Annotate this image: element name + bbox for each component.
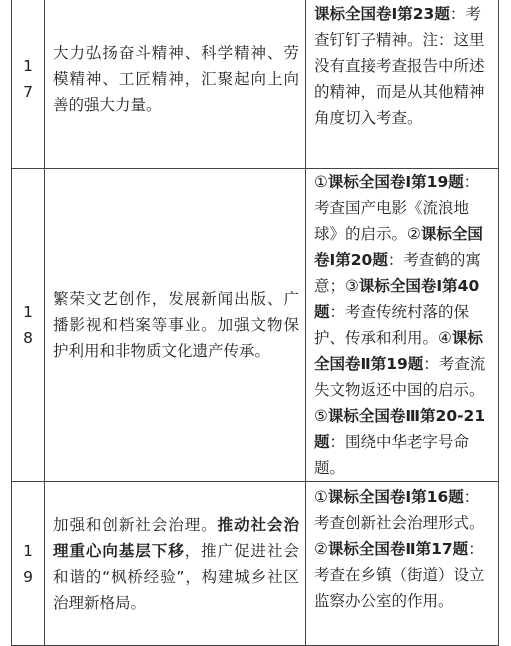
- row-number: [12, 482, 45, 646]
- exam-note-text: ：考查流失文物返还中国的启示。⑤: [314, 355, 486, 425]
- exam-note-text: ①: [314, 173, 328, 191]
- report-content-cell: [45, 482, 306, 646]
- exam-note-text: ：考查在乡镇（街道）设立监察办公室的作用。: [314, 540, 485, 610]
- row-number-digit: 1: [23, 303, 33, 321]
- exam-question-ref: 课标全国卷Ⅲ第20-21题: [314, 407, 486, 451]
- exam-note-text: ：考查钉钉子精神。注：这里没有直接考查报告中所述的精神，而是从其他精神角度切入考查。: [314, 5, 485, 127]
- report-content-cell: [45, 169, 306, 482]
- exam-reference-cell: [306, 482, 499, 646]
- row-number: [12, 169, 45, 482]
- row-number-digit: 1: [23, 56, 33, 75]
- exam-question-ref: 课标全国卷Ⅰ第23题: [314, 5, 450, 23]
- report-text: 加强和创新社会治理。: [53, 515, 218, 534]
- exam-note-text: ：考查创新社会治理形式。②: [314, 488, 485, 558]
- exam-note-text: ①: [314, 488, 328, 506]
- exam-reference-cell: [306, 169, 499, 482]
- row-number-digit: 7: [23, 82, 33, 101]
- report-text: 繁荣文艺创作，发展新闻出版、广播影视和档案等事业。加强文物保护利用和非物质文化遗产传承。: [53, 290, 299, 360]
- table-row: [12, 169, 499, 482]
- exam-question-ref: 课标全国卷Ⅰ第19题: [327, 173, 464, 191]
- report-text: 大力弘扬奋斗精神、科学精神、劳模精神、工匠精神，汇聚起向上向善的强大力量。: [53, 43, 299, 114]
- exam-question-ref: 课标全国卷Ⅰ第16题: [327, 488, 464, 506]
- table-row: [12, 0, 499, 169]
- table-row: [12, 482, 499, 646]
- exam-question-ref: 课标全国卷Ⅱ第17题: [327, 540, 469, 558]
- exam-question-ref: 课标全国卷Ⅱ第19题: [314, 329, 483, 373]
- exam-note-text: ：考查传统村落的保护、传承和利用。④: [314, 303, 470, 347]
- report-text: ，推广促进社会和谐的“枫桥经验”，构建城乡社区治理新格局。: [53, 541, 299, 612]
- report-content-cell: [45, 0, 306, 169]
- row-number-digit: 1: [23, 541, 33, 560]
- exam-note-text: ：围绕中华老字号命题。: [314, 433, 470, 477]
- exam-question-ref: 课标全国卷Ⅰ第20题: [314, 225, 483, 269]
- report-text-bold: 推动社会治理重心向基层下移: [53, 515, 299, 560]
- exam-table: [11, 0, 499, 646]
- exam-note-text: ：考查鹤的寓意；③: [314, 251, 481, 295]
- row-number-digit: 8: [23, 329, 33, 347]
- exam-reference-cell: [306, 0, 499, 169]
- exam-note-text: ：考查国产电影《流浪地球》的启示。②: [314, 173, 480, 243]
- row-number: [12, 0, 45, 169]
- exam-question-ref: 课标全国卷Ⅰ第40题: [314, 277, 480, 321]
- row-number-digit: 9: [23, 567, 33, 586]
